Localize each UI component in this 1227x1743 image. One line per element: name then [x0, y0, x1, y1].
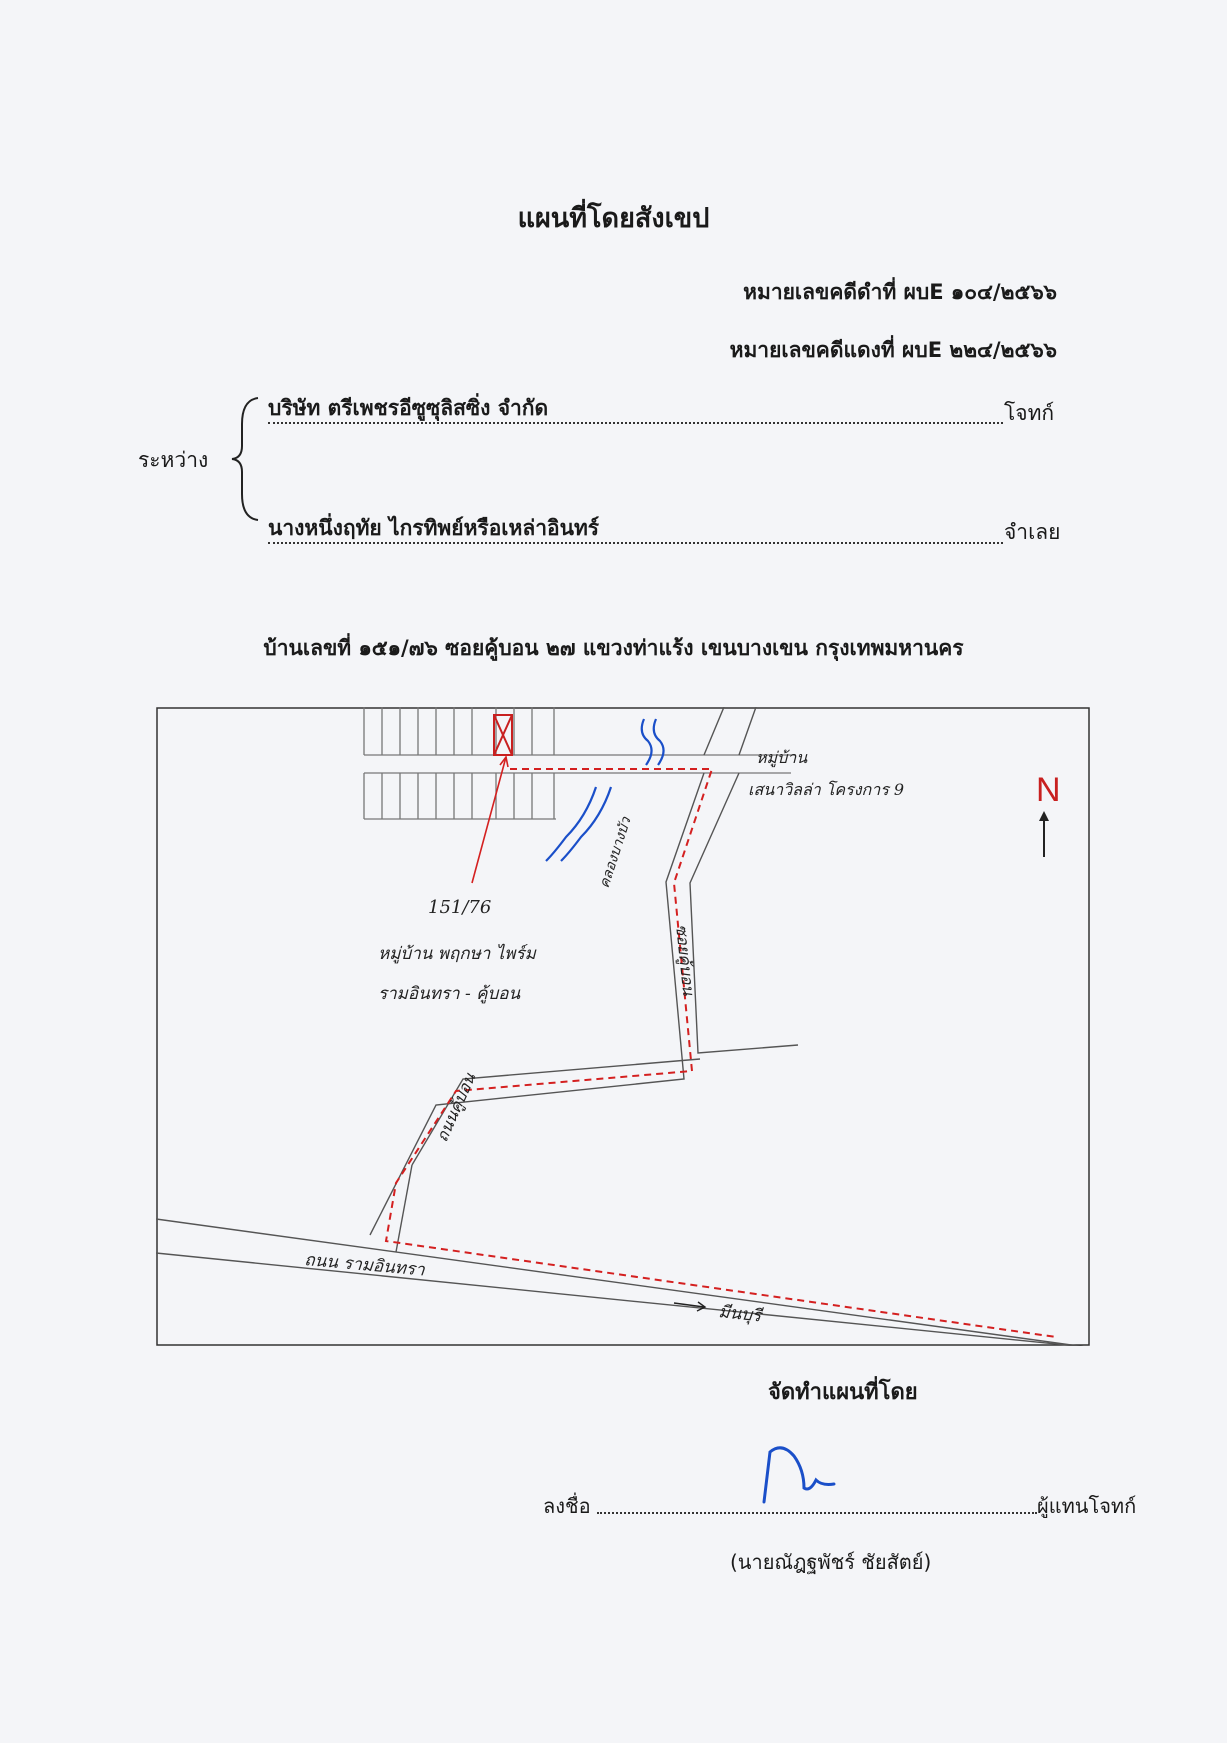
road-ramintra-label: ถนน รามอินทรา [303, 1250, 426, 1281]
plaintiff-name: บริษัท ตรีเพชรอีซูซุลิสซิ่ง จำกัด [268, 396, 549, 420]
other-village-label-2: เสนาวิลล่า โครงการ 9 [748, 780, 905, 799]
made-by-label: จัดทำแผนที่โดย [768, 1380, 918, 1405]
red-case-number: หมายเลขคดีแดงที่ ผบE ๒๒๔/๒๕๖๖ [729, 338, 1057, 362]
pointer-arrow-icon [472, 757, 508, 883]
signature-line [597, 1494, 1037, 1514]
route-path [386, 769, 1056, 1337]
sketch-map [156, 707, 1090, 1346]
north-label: N [1036, 771, 1061, 809]
defendant-line [268, 512, 1003, 544]
plaintiff-role: โจทก์ [1004, 401, 1055, 425]
village-label-1: หมู่บ้าน พฤกษา ไพร์ม [378, 944, 536, 964]
defendant-name: นางหนึ่งฤทัย ไกรทิพย์หรือเหล่าอินทร์ [268, 516, 600, 540]
sign-label: ลงชื่อ [543, 1494, 591, 1518]
road-khubon-label: ถนนคู้บอน [432, 1070, 480, 1145]
north-arrow-icon [1039, 811, 1049, 857]
soi-label: ซอยคู้บอน [672, 923, 699, 997]
target-house-marker [494, 715, 512, 755]
defendant-role: จำเลย [1004, 520, 1061, 544]
map-border [157, 708, 1089, 1345]
signer-name: (นายณัฎฐพัชร์ ชัยสัตย์) [730, 1550, 932, 1574]
other-village-label-1: หมู่บ้าน [756, 748, 808, 767]
between-label: ระหว่าง [138, 448, 209, 472]
black-case-number: หมายเลขคดีดำที่ ผบE ๑๐๔/๒๕๖๖ [743, 280, 1057, 304]
village-label-2: รามอินทรา - คู้บอน [378, 984, 521, 1004]
house-number-label: 151/76 [428, 897, 492, 918]
page-title: แผนที่โดยสังเขป [517, 203, 710, 234]
housing-blocks [364, 707, 796, 819]
canal-waves [546, 719, 664, 861]
sign-role: ผู้แทนโจทก์ [1037, 1494, 1137, 1518]
plaintiff-line [268, 392, 1003, 424]
address-line: บ้านเลขที่ ๑๕๑/๗๖ ซอยคู้บอน ๒๗ แขวงท่าแร้ง เขนบางเขน กรุงเทพมหานคร [263, 636, 964, 660]
canal-label: คลองบางบัว [596, 815, 635, 891]
streets [156, 707, 1086, 1346]
minburi-label: มีนบุรี [717, 1302, 763, 1327]
brace-icon [228, 394, 268, 524]
